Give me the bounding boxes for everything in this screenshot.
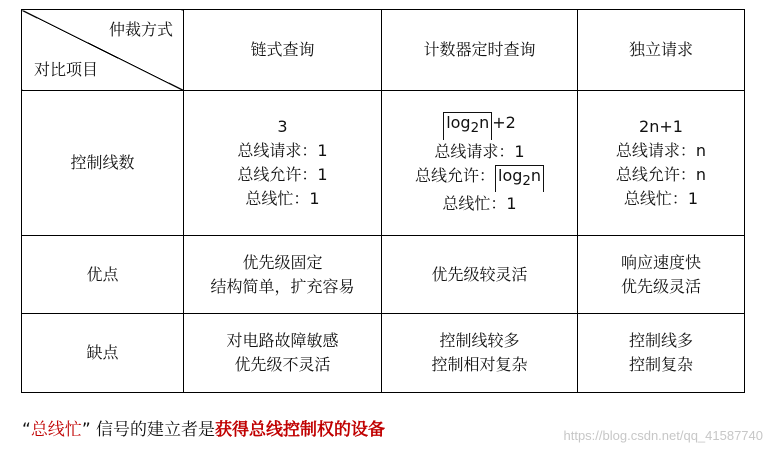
cell-line: 2n+1 <box>639 117 683 136</box>
open-quote: “ <box>22 420 31 440</box>
table-cell <box>578 314 745 393</box>
cell-line: 结构简单，扩充容易 <box>210 276 355 296</box>
row-label-disadvantages: 缺点 <box>22 314 184 393</box>
cell-line: 总线请求：1 <box>237 141 328 160</box>
corner-bottom-label: 对比项目 <box>34 60 99 79</box>
comparison-table <box>21 9 745 393</box>
highlight-answer: 获得总线控制权的设备 <box>215 420 386 440</box>
column-header-counter-polling: 计数器定时查询 <box>382 10 578 91</box>
log-subscript: 2 <box>470 121 480 137</box>
cell-line: 控制复杂 <box>628 355 693 374</box>
row-label-control-lines: 控制线数 <box>22 91 184 236</box>
header-row <box>22 10 745 91</box>
cell-line: 总线允许：1 <box>237 165 328 184</box>
table-cell <box>184 314 382 393</box>
corner-cell <box>22 10 184 91</box>
cell-line: 对电路故障敏感 <box>226 331 339 350</box>
row-label-advantages: 优点 <box>22 236 184 314</box>
cell-line <box>382 110 577 139</box>
column-header-independent-request: 独立请求 <box>578 10 745 91</box>
log-variable: n <box>530 165 542 185</box>
cell-suffix: +2 <box>492 113 516 133</box>
watermark: https://blog.csdn.net/qq_41587740 <box>563 428 763 443</box>
cell-line: 总线允许：n <box>615 165 707 184</box>
ceil-expression <box>495 165 544 192</box>
table-row <box>22 91 745 236</box>
close-quote: ” <box>81 420 91 440</box>
log-text: log <box>446 113 471 133</box>
cell-line: 总线请求：1 <box>434 141 525 161</box>
cell-line: 优先级灵活 <box>620 276 701 296</box>
cell-line: 总线忙：1 <box>442 193 517 213</box>
table-cell <box>184 91 382 236</box>
ceil-expression <box>443 112 492 139</box>
table-cell <box>184 236 382 314</box>
table-cell <box>578 236 745 314</box>
table-row <box>22 236 745 314</box>
log-subscript: 2 <box>522 173 531 189</box>
cell-prefix: 总线允许： <box>414 165 495 185</box>
table-cell <box>382 91 578 236</box>
cell-line: 3 <box>277 117 288 136</box>
cell-line: 总线忙：1 <box>245 189 320 208</box>
cell-line: 控制线多 <box>628 331 693 350</box>
footnote <box>22 418 385 442</box>
note-text: 信号的建立者是 <box>90 420 216 440</box>
corner-top-label: 仲裁方式 <box>108 20 173 39</box>
table-row <box>22 314 745 393</box>
cell-line: 总线忙：1 <box>623 189 699 208</box>
cell-line: 优先级固定 <box>242 252 323 272</box>
cell-line: 控制线较多 <box>439 331 520 350</box>
column-header-daisy-chain: 链式查询 <box>184 10 382 91</box>
cell-line: 优先级较灵活 <box>431 264 528 284</box>
log-text: log <box>498 165 523 185</box>
table-cell <box>578 91 745 236</box>
cell-line: 总线请求：n <box>615 141 707 160</box>
cell-line: 优先级不灵活 <box>234 355 331 374</box>
log-variable: n <box>479 113 490 133</box>
cell-line: 控制相对复杂 <box>431 355 528 374</box>
table-cell <box>382 314 578 393</box>
cell-line <box>382 164 577 192</box>
highlight-term: 总线忙 <box>30 420 82 440</box>
cell-line: 响应速度快 <box>620 252 701 272</box>
table-cell <box>382 236 578 314</box>
